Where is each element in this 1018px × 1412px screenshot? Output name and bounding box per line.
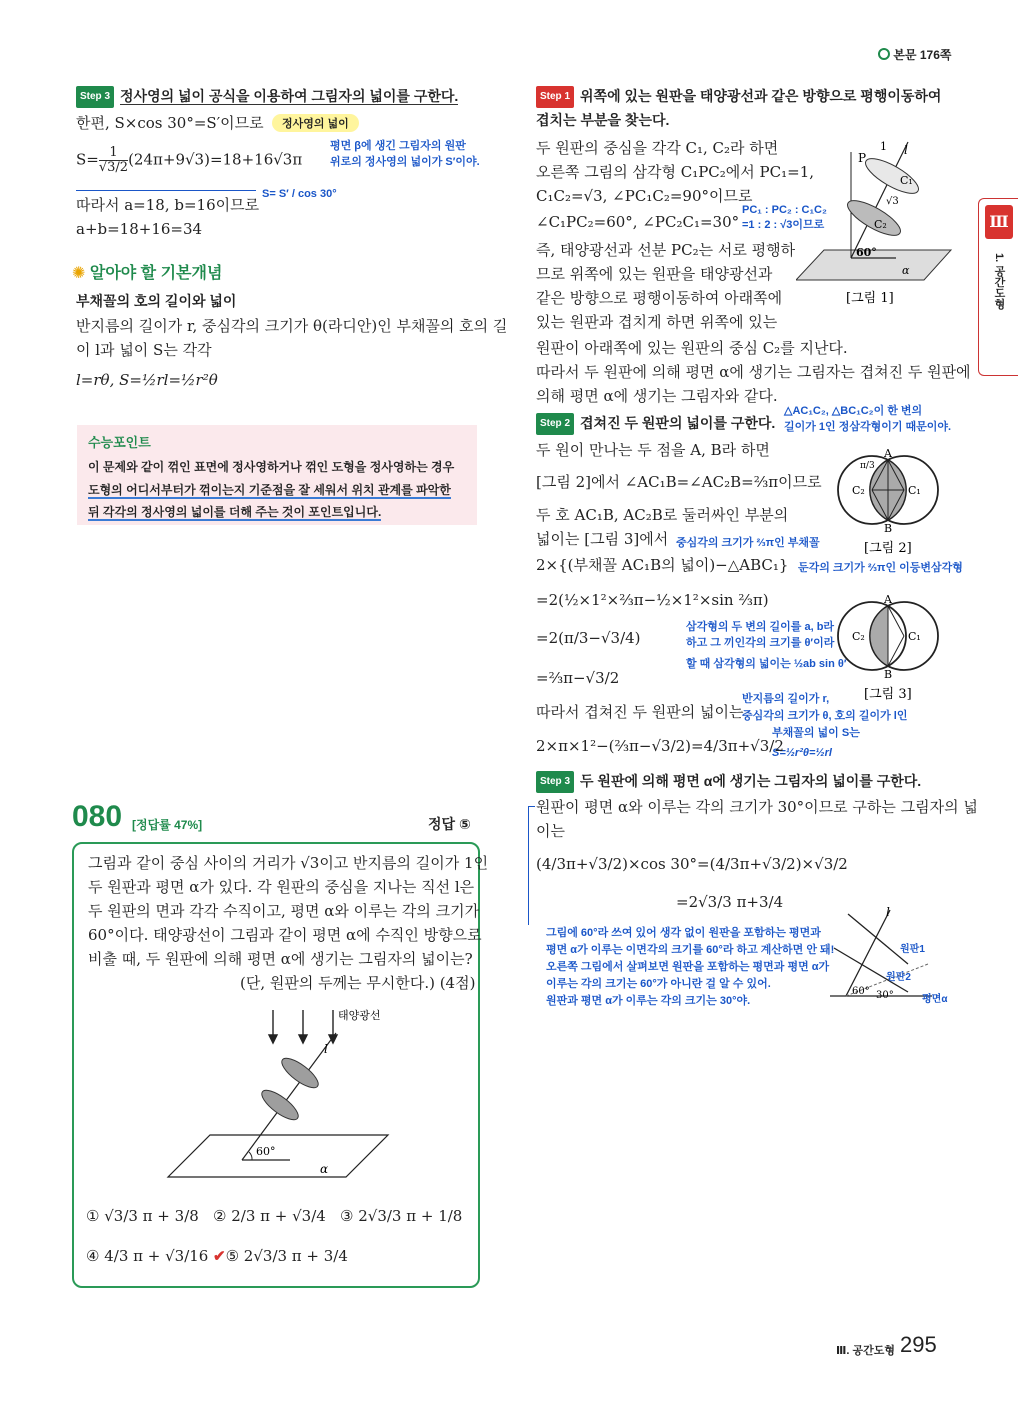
chapter-tab[interactable] bbox=[978, 198, 1018, 376]
question-line2: 두 원판과 평면 α가 있다. 각 원판의 중심을 지나는 직선 l은 bbox=[88, 878, 475, 896]
eq1-rest: (24π+9√3)=18+16√3π bbox=[128, 150, 303, 169]
note-triangle: 둔각의 크기가 ⅔π인 이등변삼각형 bbox=[798, 562, 963, 574]
figure-2 bbox=[834, 446, 946, 558]
right-s1: 두 원이 만나는 두 점을 A, B라 하면 bbox=[536, 441, 770, 459]
right-t2: 이는 bbox=[536, 822, 565, 840]
note-sector-area-2: 중심각의 크기가 θ, 호의 길이가 l인 bbox=[742, 710, 908, 722]
step-badge: Step 2 bbox=[536, 413, 574, 435]
note-area-2: 하고 그 끼인각의 크기를 θ′이라 bbox=[686, 637, 835, 649]
step-badge: Step 3 bbox=[76, 86, 114, 108]
note-projection-2: 위로의 정사영의 넓이가 S′이야. bbox=[330, 156, 480, 168]
projection-tag: 정사영의 넓이 bbox=[272, 114, 359, 132]
fig4-angle60: 60° bbox=[852, 986, 870, 997]
fig4-disk2: 원판2 bbox=[886, 972, 911, 983]
right-s9: 따라서 겹쳐진 두 원판의 넓이는 bbox=[536, 703, 744, 721]
eq1-fraction: $\frac{1}{√3/2}$ bbox=[98, 145, 129, 175]
right-s8: =⅔π−√3/2 bbox=[536, 669, 620, 687]
fig3-B: B bbox=[884, 668, 893, 681]
fig3-C2: C₂ bbox=[852, 630, 865, 643]
question-line6: (단, 원판의 두께는 무시한다.) (4점) bbox=[240, 974, 476, 992]
figure-3 bbox=[834, 592, 946, 704]
caution-line4: 이루는 각의 크기는 60°가 아니란 걸 알 수 있어. bbox=[546, 978, 771, 990]
fig2-C2: C₂ bbox=[852, 484, 865, 497]
key-point-line3: 뒤 각각의 정사영의 넓이를 더해 주는 것이 포인트입니다. bbox=[88, 505, 382, 519]
note-sector-area-4: S=½r²θ=½rl bbox=[772, 747, 832, 759]
fig-angle-label: 60° bbox=[256, 1145, 276, 1158]
reference-circle-icon bbox=[878, 48, 890, 60]
fig3-A: A bbox=[884, 593, 892, 606]
choice-1[interactable]: ① √3/3 π + 3/8 bbox=[86, 1207, 199, 1225]
page-reference bbox=[878, 46, 951, 63]
question-line4: 60°이다. 태양광선이 그림과 같이 평면 α에 수직인 방향으로 bbox=[88, 926, 482, 944]
caution-line1: 그림에 60°라 쓰여 있어 생각 없이 원판을 포함하는 평면과 bbox=[546, 927, 821, 939]
right-s10: 2×π×1²−(⅔π−√3/2)=4/3π+√3/2 bbox=[536, 737, 784, 755]
concept-title: ✺ 알아야 할 기본개념 bbox=[72, 265, 223, 282]
right-r4: ∠C₁PC₂=60°, ∠PC₂C₁=30° bbox=[536, 213, 740, 231]
fig1-P: P bbox=[858, 151, 867, 165]
lightbulb-icon: ✺ bbox=[72, 265, 86, 282]
fig4-plane: 평면α bbox=[922, 994, 948, 1005]
concept-para2: 이 l과 넓이 S는 각각 bbox=[76, 341, 212, 359]
right-s3: 두 호 AC₁B, AC₂B로 둘러싸인 부분의 bbox=[536, 506, 789, 524]
concept-subtitle: 부채꼴의 호의 길이와 넓이 bbox=[76, 293, 237, 309]
chapter-name: 1. 공간도형 bbox=[993, 253, 1005, 310]
right-r3: C₁C₂=√3, ∠PC₁C₂=90°이므로 bbox=[536, 187, 753, 205]
fig2-caption: [그림 2] bbox=[864, 541, 912, 556]
choice-5[interactable]: ✔⑤ 2√3/3 π + 3/4 bbox=[213, 1247, 348, 1265]
problem-rate: [정답률 47%] bbox=[132, 818, 203, 832]
concept-para1: 반지름의 길이가 r, 중심각의 크기가 θ(라디안)인 부채꼴의 호의 길 bbox=[76, 317, 508, 335]
concept-equation: l=rθ, S=½rl=½r²θ bbox=[76, 371, 218, 389]
right-step1-heading bbox=[536, 86, 941, 108]
step-title: 정사영의 넓이 공식을 이용하여 그림자의 넓이를 구한다. bbox=[120, 88, 459, 104]
left-line2: 따라서 a=18, b=16이므로 bbox=[76, 196, 260, 214]
step-title: 두 원판에 의해 평면 α에 생기는 그림자의 넓이를 구한다. bbox=[580, 773, 922, 789]
right-r9: 원판이 아래쪽에 있는 원판의 중심 C₂를 지난다. bbox=[536, 339, 848, 357]
step-badge: Step 1 bbox=[536, 86, 574, 108]
figure-4 bbox=[828, 904, 958, 1008]
note-sector-area-1: 반지름의 길이가 r, bbox=[742, 693, 830, 705]
right-r2: 오른쪽 그림의 삼각형 C₁PC₂에서 PC₁=1, bbox=[536, 163, 814, 181]
reference-text: 본문 176쪽 bbox=[893, 48, 952, 62]
note-bracket bbox=[528, 806, 535, 925]
right-step2-heading bbox=[536, 413, 775, 435]
fig1-angle: 60° bbox=[856, 246, 877, 259]
question-line3: 두 원판의 면과 각각 수직이고, 평면 α와 이루는 각의 크기가 bbox=[88, 902, 480, 920]
right-r8: 있는 원판과 겹치게 하면 위쪽에 있는 bbox=[536, 313, 778, 331]
right-t1: 원판이 평면 α와 이루는 각의 크기가 30°이므로 구하는 그림자의 넓 bbox=[536, 798, 978, 816]
fig2-B: B bbox=[884, 522, 893, 535]
fig3-C1: C₁ bbox=[908, 630, 921, 643]
note-ratio-1: PC₁ : PC₂ : C₁C₂ bbox=[742, 204, 827, 216]
chapter-roman: Ⅲ bbox=[985, 205, 1013, 239]
note-s-formula: S= S′ / cos 30° bbox=[262, 188, 337, 200]
fig4-disk1: 원판1 bbox=[900, 944, 925, 955]
fig1-alpha: α bbox=[902, 264, 910, 277]
fig1-sqrt3: √3 bbox=[886, 196, 899, 207]
caution-line5: 원판과 평면 α가 이루는 각의 크기는 30°야. bbox=[546, 995, 751, 1007]
arrow-line bbox=[76, 190, 256, 191]
fig4-l: l bbox=[886, 905, 890, 919]
right-r7: 같은 방향으로 평행이동하여 아래쪽에 bbox=[536, 289, 783, 307]
fig1-caption: [그림 1] bbox=[846, 291, 894, 305]
choice-3[interactable]: ③ 2√3/3 π + 1/8 bbox=[340, 1207, 463, 1225]
fig2-C1: C₁ bbox=[908, 484, 921, 497]
right-step1-cont: 겹치는 부분을 찾는다. bbox=[536, 112, 670, 128]
right-s5: 2×{(부채꼴 AC₁B의 넓이)−△ABC₁} bbox=[536, 556, 789, 574]
right-r5: 즉, 태양광선과 선분 PC₂는 서로 평행하 bbox=[536, 241, 796, 259]
right-s7: =2(π/3−√3/4) bbox=[536, 629, 641, 647]
left-eq1: S= $\frac{1}{√3/2}$ (24π+9√3)=18+16√3π bbox=[76, 145, 303, 175]
step-title: 위쪽에 있는 원판을 태양광선과 같은 방향으로 평행이동하여 bbox=[580, 88, 942, 104]
fig-l-label: l bbox=[324, 1042, 328, 1056]
key-point-line2: 도형의 어디서부터가 꺾이는지 기준점을 잘 세워서 위치 관계를 파악한 bbox=[88, 483, 451, 497]
right-r1: 두 원판의 중심을 각각 C₁, C₂라 하면 bbox=[536, 139, 779, 157]
step-title: 겹쳐진 두 원판의 넓이를 구한다. bbox=[580, 415, 776, 431]
caution-line2: 평면 α가 이루는 이면각의 크기를 60°라 하고 계산하면 안 돼! bbox=[546, 944, 835, 956]
note-equilateral-1: △AC₁C₂, △BC₁C₂이 한 변의 bbox=[784, 405, 923, 417]
problem-figure bbox=[160, 1005, 400, 1185]
figure-1 bbox=[796, 140, 956, 305]
right-r6: 므로 위쪽에 있는 원판을 태양광선과 bbox=[536, 265, 773, 283]
fig-sun-label: 태양광선 bbox=[338, 1010, 381, 1022]
problem-number: 080 bbox=[72, 800, 123, 833]
left-line1: 한편, S×cos 30°=S′이므로 bbox=[76, 114, 264, 132]
note-projection-1: 평면 β에 생긴 그림자의 원판 bbox=[330, 140, 466, 152]
fig1-l: l bbox=[904, 143, 908, 157]
question-line1: 그림과 같이 중심 사이의 거리가 √3이고 반지름의 길이가 1인 bbox=[88, 854, 489, 872]
note-area-1: 삼각형의 두 변의 길이를 a, b라 bbox=[686, 621, 835, 633]
fig1-one: 1 bbox=[880, 140, 887, 153]
choice-2[interactable]: ② 2/3 π + √3/4 bbox=[213, 1207, 326, 1225]
problem-answer: 정답 ⑤ bbox=[428, 816, 471, 832]
fig4-angle30: 30° bbox=[876, 990, 894, 1001]
right-r10: 따라서 두 원판에 의해 평면 α에 생기는 그림자는 겹쳐진 두 원판에 bbox=[536, 363, 971, 381]
key-point-line1: 이 문제와 같이 꺾인 표면에 정사영하거나 꺾인 도형을 정사영하는 경우 bbox=[88, 460, 455, 474]
fig1-C1: C₁ bbox=[900, 174, 913, 187]
note-ratio-2: =1 : 2 : √3이므로 bbox=[742, 219, 825, 231]
note-sector: 중심각의 크기가 ⅔π인 부채꼴 bbox=[676, 537, 820, 549]
right-s6: =2(½×1²×⅔π−½×1²×sin ⅔π) bbox=[536, 591, 769, 609]
left-line3: a+b=18+16=34 bbox=[76, 220, 203, 238]
page-number: 295 bbox=[900, 1332, 937, 1357]
question-line5: 비출 때, 두 원판에 의해 평면 α에 생기는 그림자의 넓이는? bbox=[88, 950, 473, 968]
right-s4: 넓이는 [그림 3]에서 bbox=[536, 530, 669, 548]
footer-chapter: Ⅲ. 공간도형 bbox=[836, 1345, 896, 1357]
right-r11: 의해 평면 α에 생기는 그림자와 같다. bbox=[536, 387, 778, 405]
right-t4: =2√3/3 π+3/4 bbox=[676, 893, 784, 911]
fig-alpha-label: α bbox=[320, 1162, 329, 1176]
fig2-angle: π/3 bbox=[860, 461, 875, 471]
key-point-title: 수능포인트 bbox=[88, 435, 151, 450]
fig2-A: A bbox=[884, 447, 892, 460]
right-step3-heading bbox=[536, 771, 921, 793]
caution-line3: 오른쪽 그림에서 살펴보면 원판을 포함하는 평면과 평면 α가 bbox=[546, 961, 830, 973]
note-sector-area-3: 부채꼴의 넓이 S는 bbox=[772, 727, 860, 739]
check-mark-icon: ✔ bbox=[213, 1247, 226, 1265]
step-badge: Step 3 bbox=[536, 771, 574, 793]
note-equilateral-2: 길이가 1인 정삼각형이기 때문이야. bbox=[784, 421, 952, 433]
left-step3-heading bbox=[76, 86, 458, 108]
note-area-3: 할 때 삼각형의 넓이는 ½ab sin θ′ bbox=[686, 658, 847, 670]
right-s2: [그림 2]에서 ∠AC₁B=∠AC₂B=⅔π이므로 bbox=[536, 473, 822, 491]
right-t3: (4/3π+√3/2)×cos 30°=(4/3π+√3/2)×√3/2 bbox=[536, 855, 848, 873]
choice-4[interactable]: ④ 4/3 π + √3/16 bbox=[86, 1247, 209, 1265]
fig3-caption: [그림 3] bbox=[864, 687, 912, 702]
fig1-C2: C₂ bbox=[874, 218, 887, 231]
